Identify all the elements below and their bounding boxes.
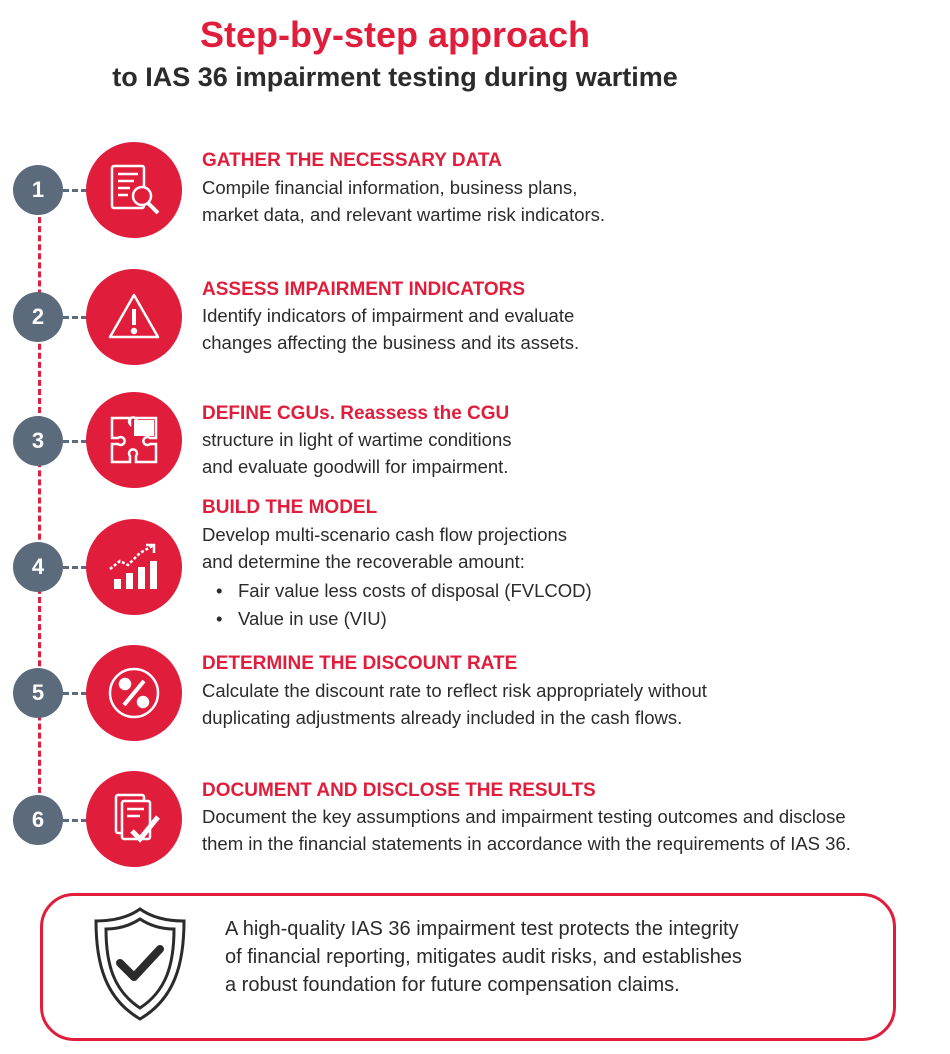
step-description: Develop multi-scenario cash flow projections and determine the recoverable amount: xyxy=(202,524,568,572)
step-connector xyxy=(63,566,87,569)
step-description: Document the key assumptions and impairment testing outcomes and disclose them in the financial statements in accordance with the requirements of IAS 36. xyxy=(202,806,851,854)
page-title: Step-by-step approach xyxy=(199,14,591,55)
step-number-badge: 5 xyxy=(13,668,63,718)
step-description: structure in light of wartime conditions and evaluate goodwill for impairment. xyxy=(202,429,512,477)
step-description: Identify indicators of impairment and evaluate changes affecting the business and its assets. xyxy=(202,305,580,353)
growth-chart-icon xyxy=(86,519,182,615)
step-heading: DETERMINE THE DISCOUNT RATE xyxy=(202,653,518,674)
step-connector xyxy=(63,440,87,443)
step-connector xyxy=(63,316,87,319)
step-heading: ASSESS IMPAIRMENT INDICATORS xyxy=(202,279,526,300)
document-check-icon xyxy=(86,771,182,867)
bullet-item: • Fair value less costs of disposal (FVLCOD) xyxy=(216,577,592,605)
percent-icon xyxy=(86,645,182,741)
step-number-badge: 4 xyxy=(13,542,63,592)
bullet-item: • Value in use (VIU) xyxy=(216,605,592,633)
bullet-list xyxy=(216,577,592,633)
timeline-line xyxy=(38,190,41,820)
step-description: Calculate the discount rate to reflect risk appropriately without duplicating adjustments already included in the cash flows. xyxy=(202,680,707,728)
step-number-badge: 6 xyxy=(13,795,63,845)
document-search-icon xyxy=(86,142,182,238)
step-heading: BUILD THE MODEL xyxy=(202,497,378,518)
step-number-badge: 3 xyxy=(13,416,63,466)
summary-text: A high-quality IAS 36 impairment test protects the integrity of financial reporting, mitigates audit risks, and establishes a robust foundation for future compensation claims. xyxy=(225,918,742,996)
step-connector xyxy=(63,189,87,192)
step-description: Compile financial information, business plans, market data, and relevant wartime risk indicators. xyxy=(202,177,606,225)
step-number-badge: 2 xyxy=(13,292,63,342)
page-subtitle: to IAS 36 impairment testing during wartime xyxy=(112,62,678,92)
shield-check-icon xyxy=(90,905,190,1023)
step-connector xyxy=(63,692,87,695)
step-number-badge: 1 xyxy=(13,165,63,215)
step-heading: GATHER THE NECESSARY DATA xyxy=(202,150,502,171)
puzzle-icon xyxy=(86,392,182,488)
step-connector xyxy=(63,819,87,822)
step-heading: DEFINE CGUs. Reassess the CGU xyxy=(202,403,510,424)
step-heading: DOCUMENT AND DISCLOSE THE RESULTS xyxy=(202,780,596,801)
warning-triangle-icon xyxy=(86,269,182,365)
